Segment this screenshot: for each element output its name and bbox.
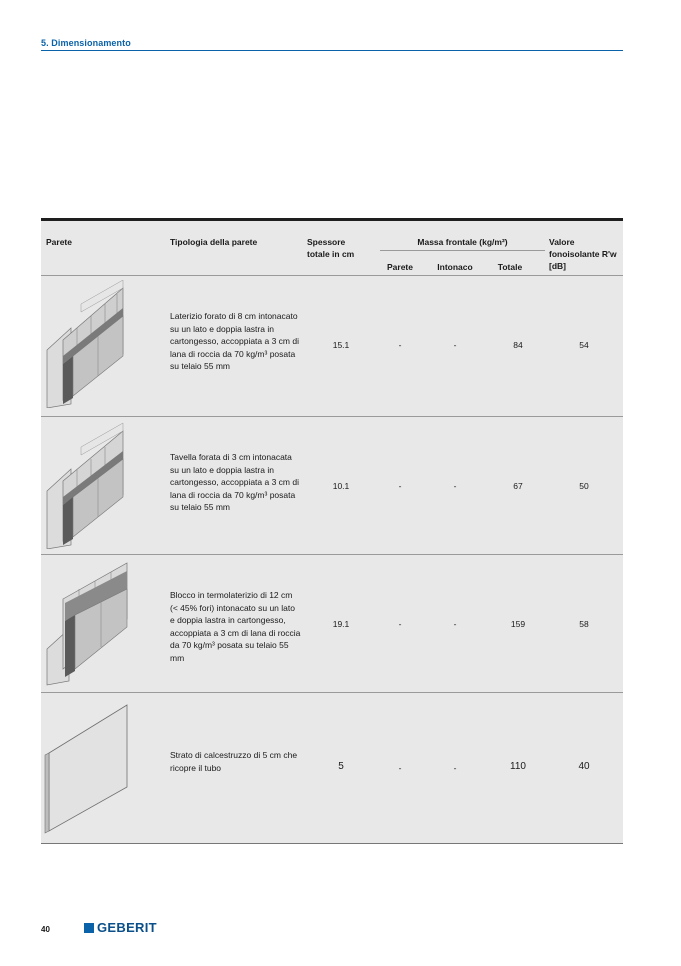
header-massa-totale: Totale [497,262,523,272]
wall-specs-table [41,218,623,844]
row-description: Strato di calcestruzzo di 5 cm che ricopre il tubo [170,750,298,773]
rw-value: 58 [579,619,589,629]
page-number: 40 [41,925,50,934]
header-parete: Parete [46,237,72,247]
table-header [41,221,623,276]
spessore-value: 5 [338,761,344,772]
massa-parete-value: - [398,619,402,629]
massa-totale-value: 67 [513,481,523,491]
header-massa-frontale: Massa frontale (kg/m²) [417,237,508,247]
massa-parete-value: - [398,340,402,350]
table-row [41,276,623,417]
rw-value: 40 [578,761,590,772]
massa-totale-value: 159 [510,619,526,629]
table-row [41,693,623,844]
spessore-value: 10.1 [332,481,350,491]
massa-totale-value: 110 [510,761,526,772]
wall-hollow-brick-illustration [43,280,128,408]
massa-parete-value: - [398,763,402,773]
concrete-slab-illustration [43,701,133,837]
header-massa-intonaco: Intonaco [437,262,473,272]
row-description: Laterizio forato di 8 cm intonacato su un lato e doppia lastra in cartongesso, accoppiata a 3 cm di lana di roccia da 70 kg/m³ posata su telaio 55 mm [170,311,299,372]
wall-tavella-illustration [43,421,128,549]
logo-square-icon [84,923,94,933]
massa-intonaco-value: - [453,340,457,350]
rw-value: 54 [579,340,589,350]
section-divider [41,50,623,51]
row-description: Tavella forata di 3 cm intonacata su un lato e doppia lastra in cartongesso, accoppiata a 3 cm di lana di roccia da 70 kg/m³ posata su telaio 55 mm [170,452,299,513]
geberit-logo [84,920,157,935]
brand-name: GEBERIT [97,920,157,935]
massa-totale-value: 84 [513,340,523,350]
massa-intonaco-value: - [453,763,457,773]
header-tipologia: Tipologia della parete [170,237,258,247]
header-massa-parete: Parete [387,262,413,272]
rw-value: 50 [579,481,589,491]
table-row [41,417,623,555]
section-title: 5. Dimensionamento [41,38,131,48]
header-massa-divider [380,250,545,251]
table-row [41,555,623,693]
massa-parete-value: - [398,481,402,491]
massa-intonaco-value: - [453,481,457,491]
row-description: Blocco in termolaterizio di 12 cm (< 45% fori) intonacato su un lato e doppia lastra in cartongesso, accoppiata a 3 cm di lana di roccia da 70 kg/m³ posata su telaio 55 mm [170,590,301,663]
header-valore-fonoisolante: Valore fonoisolante R'w [dB] [549,237,617,271]
header-spessore: Spessore totale in cm [307,237,355,259]
spessore-value: 15.1 [332,340,350,350]
spessore-value: 19.1 [332,619,350,629]
wall-thermo-brick-illustration [43,559,128,687]
massa-intonaco-value: - [453,619,457,629]
